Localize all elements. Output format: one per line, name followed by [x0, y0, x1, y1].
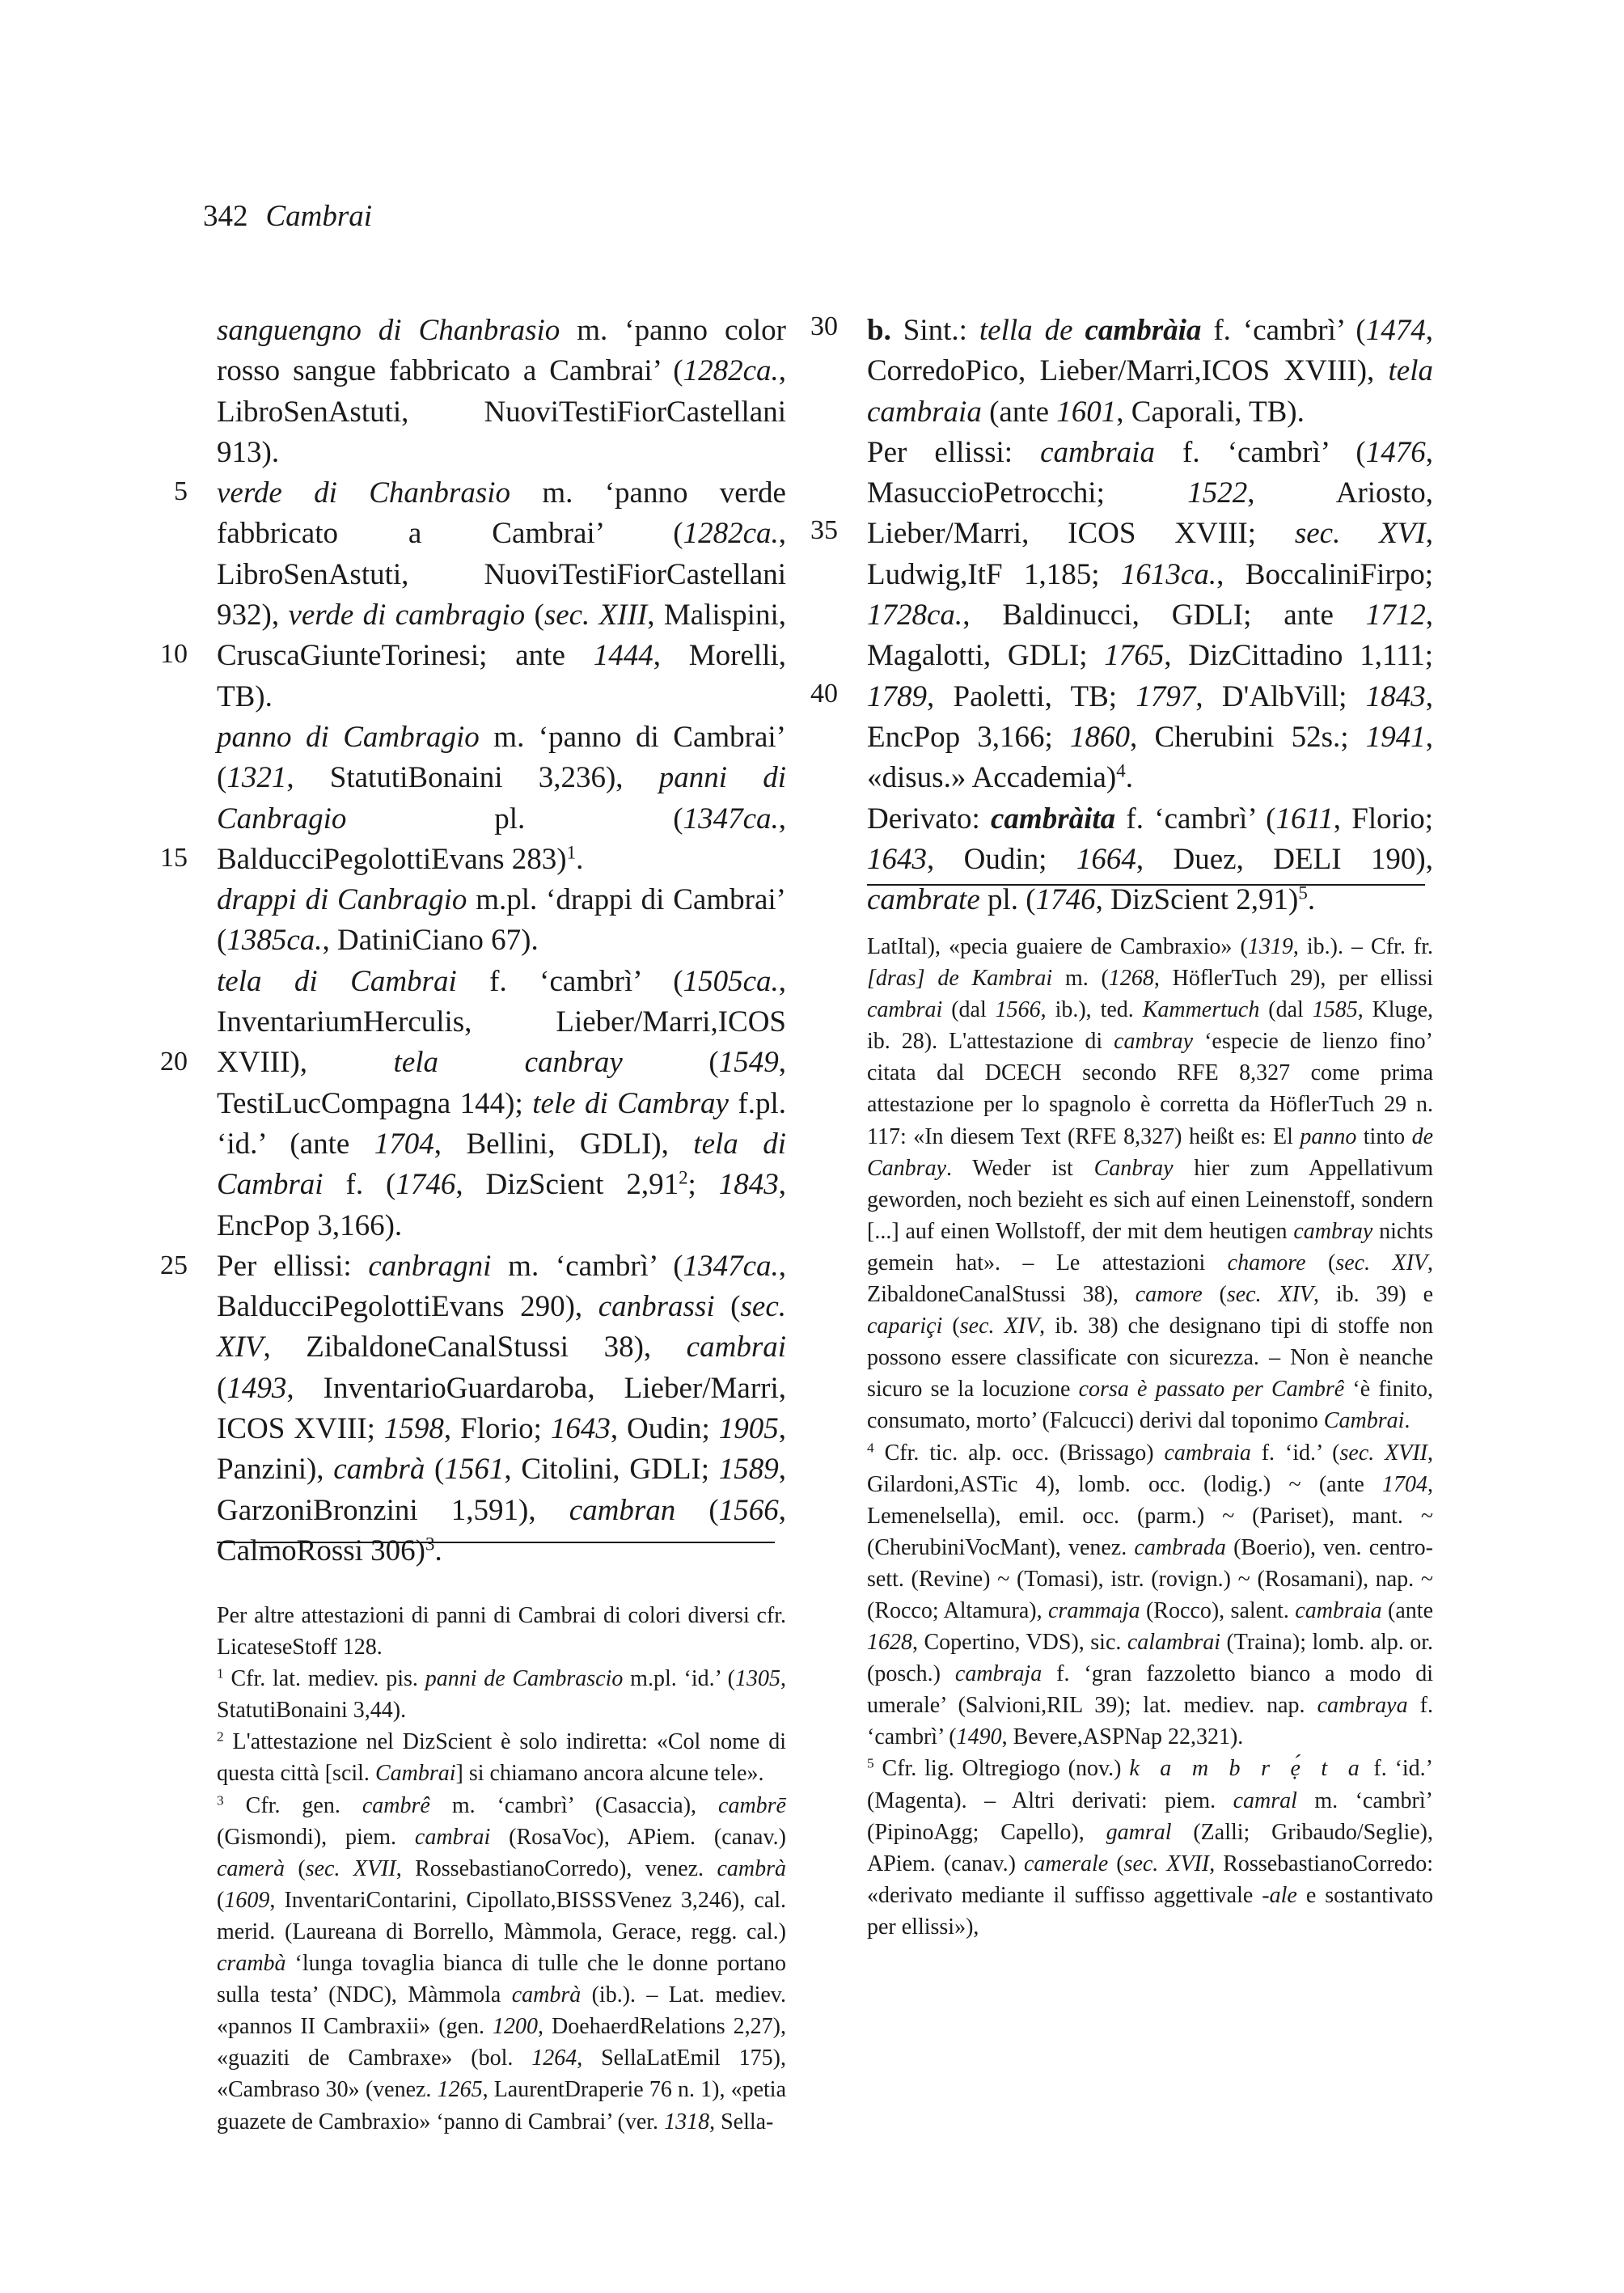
entry-paragraph: Derivato: cambràita f. ‘cambrì’ (1611, Florio; 1643, Oudin; 1664, Duez, DELI 190), cambrate pl. (1746, DizScient 2,91)$^5$.: [867, 802, 1434, 917]
entry-paragraph: tela di Cambrai f. ‘cambrì’ (1505ca., InventariumHerculis, Lieber/Marri,ICOS XVIII), tela canbray (1549, TestiLucCompagna 144); tele di Cambray f.pl. ‘id.’ (ante 1704, Bellini, GDLI), tela di Cambrai f. (1746, DizScient 2,91$^2$; 1843, EncPop 3,166).: [217, 964, 787, 1242]
footnote: $^1$ Cfr. lat. mediev. pis. panni de Cambrascio m.pl. ‘id.’ (1305, StatutiBonaini 3,44).: [217, 1665, 786, 1724]
line-number: 35: [810, 515, 838, 545]
running-title: Cambrai: [265, 200, 373, 233]
footnotes-left-column: [217, 1600, 786, 2138]
footnote: $^2$ L'attestazione nel DizScient è solo indiretta: «Col nome di questa città [scil. Cambrai] si chiamano ancora alcune tele».: [217, 1728, 786, 1787]
footnote: Per altre attestazioni di panni di Cambrai di colori diversi cfr. LicateseStoff 128.: [217, 1603, 786, 1661]
page-header: [203, 201, 372, 233]
entry-paragraph: Per ellissi: canbragni m. ‘cambrì’ (1347ca., BalducciPegolottiEvans 290), canbrassi (sec. XIV, ZibaldoneCanalStussi 38), cambrai (1493, InventarioGuardaroba, Lieber/Marri, ICOS XVIII; 1598, Florio; 1643, Oudin; 1905, Panzini), cambrà (1561, Citolini, GDLI; 1589, GarzoniBronzini 1,591), cambran (1566, CalmoRossi 306)$^3$.: [217, 1249, 787, 1567]
entry-paragraph: panno di Cambragio m. ‘panno di Cambrai’ (1321, StatutiBonaini 3,236), panni di Canbragio pl. (1347ca., BalducciPegolottiEvans 283)$^1$.: [217, 720, 786, 876]
entry-paragraph: sanguengno di Chanbrasio m. ‘panno color rosso sangue fabbricato a Cambrai’ (1282ca., LibroSenAstuti, NuoviTestiFiorCastellani 913).: [217, 314, 786, 469]
entry-paragraph: Per ellissi: cambraia f. ‘cambrì’ (1476, MasuccioPetrocchi; 1522, Ariosto, Lieber/Marri, ICOS XVIII; sec. XVI, Ludwig,ItF 1,185; 1613ca., BoccaliniFirpo; 1728ca., Baldinucci, GDLI; ante 1712, Magalotti, GDLI; 1765, DizCittadino 1,111; 1789, Paoletti, TB; 1797, D'AlbVill; 1843, EncPop 3,166; 1860, Cherubini 52s.; 1941, «disus.» Accademia)$^4$.: [867, 435, 1434, 795]
line-number: 40: [810, 679, 838, 709]
footnote-separator-right: [867, 884, 1425, 886]
main-text-right-column: [867, 311, 1433, 920]
footnote: $^4$ Cfr. tic. alp. occ. (Brissago) cambraia f. ‘id.’ (sec. XVII, Gilardoni,ASTic 4), lomb. occ. (lodig.) ~ (ante 1704, Lemenelsella), emil. occ. (parm.) ~ (Pariset), mant. ~ (CherubiniVocMant), venez. cambrada (Boerio), ven. centro-sett. (Revine) ~ (Tomasi), istr. (rovign.) ~ (Rosamani), nap. ~ (Rocco; Altamura), crammaja (Rocco), salent. cambraia (ante 1628, Copertino, VDS), sic. calambrai (Traina); lomb. alp. or. (posch.) cambraja f. ‘gran fazzoletto bianco a modo di umerale’ (Salvioni,RIL 39); lat. mediev. nap. cambraya f. ‘cambrì’ (1490, Bevere,ASPNap 22,321).: [867, 1439, 1434, 1750]
entry-paragraph: verde di Chanbrasio m. ‘panno verde fabbricato a Cambrai’ (1282ca., LibroSenAstuti, NuoviTestiFiorCastellani 932), verde di cambragio (sec. XIII, Malispini, CruscaGiunteTorinesi; ante 1444, Morelli, TB).: [217, 476, 786, 713]
line-number: 25: [160, 1250, 188, 1280]
line-number: 20: [160, 1047, 188, 1077]
line-number: 5: [174, 476, 188, 506]
line-number: 10: [160, 639, 188, 669]
footnotes-right-column: [867, 931, 1433, 1943]
page-number: 342: [203, 200, 248, 233]
entry-paragraph: b. Sint.: tella de cambràia f. ‘cambrì’ (1474, CorredoPico, Lieber/Marri,ICOS XVIII), tela cambraia (ante 1601, Caporali, TB).: [867, 314, 1434, 429]
footnote: $^5$ Cfr. lig. Oltregiogo (nov.) k a m b r ẹ́ t a f. ‘id.’ (Magenta). – Altri derivati: piem. camral m. ‘cambrì’ (PipinoAgg; Capello), gamral (Zalli; Gribaudo/Seglie), APiem. (canav.) camerale (sec. XVII, RossebastianoCorredo: «derivato mediante il suffisso aggettivale -ale e sostantivato per ellissi»),: [867, 1755, 1434, 1940]
footnote-separator-left: [217, 1542, 775, 1543]
entry-paragraph: drappi di Canbragio m.pl. ‘drappi di Cambrai’ (1385ca., DatiniCiano 67).: [217, 883, 786, 958]
footnote: $^3$ Cfr. gen. cambrê m. ‘cambrì’ (Casaccia), cambrē (Gismondi), piem. cambrai (RosaVoc), APiem. (canav.) camerà (sec. XVII, RossebastianoCorredo), venez. cambrà (1609, InventariContarini, Cipollato,BISSSVenez 3,246), cal. merid. (Laureana di Borrello, Màmmola, Gerace, regg. cal.) crambà ‘lunga tovaglia bianca di tulle che le donne portano sulla testa’ (NDC), Màmmola cambrà (ib.). – Lat. mediev. «pannos II Cambraxii» (gen. 1200, DoehaerdRelations 2,27), «guaziti de Cambraxe» (bol. 1264, SellaLatEmil 175), «Cambraso 30» (venez. 1265, LaurentDraperie 76 n. 1), «petia guazete de Cambraxio» ‘panno di Cambrai’ (ver. 1318, Sella-: [217, 1792, 787, 2134]
main-text-left-column: [217, 311, 786, 1572]
footnote: LatItal), «pecia guaiere de Cambraxio» (1319, ib.). – Cfr. fr. [dras] de Kambrai m. (1268, HöflerTuch 29), per ellissi cambrai (dal 1566, ib.), ted. Kammertuch (dal 1585, Kluge, ib. 28). L'attestazione di cambray ‘especie de lienzo fino’ citata dal DCECH secondo RFE 8,327 come prima attestazione per lo spagnolo è corretta da HöflerTuch 29 n. 117: «In diesem Text (RFE 8,327) heißt es: El panno tinto de Canbray. Weder ist Canbray hier zum Appellativum geworden, noch bezieht es sich auf einen Leinenstoff, sondern [...] auf einen Wollstoff, der mit dem heutigen cambray nichts gemein hat». – Le attestazioni chamore (sec. XIV, ZibaldoneCanalStussi 38), camore (sec. XIV, ib. 39) e capariçi (sec. XIV, ib. 38) che designano tipi di stoffe non possono essere classificate con sicurezza. – Non è neanche sicuro se la locuzione corsa è passato per Cambrê ‘è finito, consumato, morto’ (Falcucci) derivi dal toponimo Cambrai.: [867, 934, 1434, 1434]
line-number: 15: [160, 843, 188, 873]
line-number: 30: [810, 311, 838, 341]
